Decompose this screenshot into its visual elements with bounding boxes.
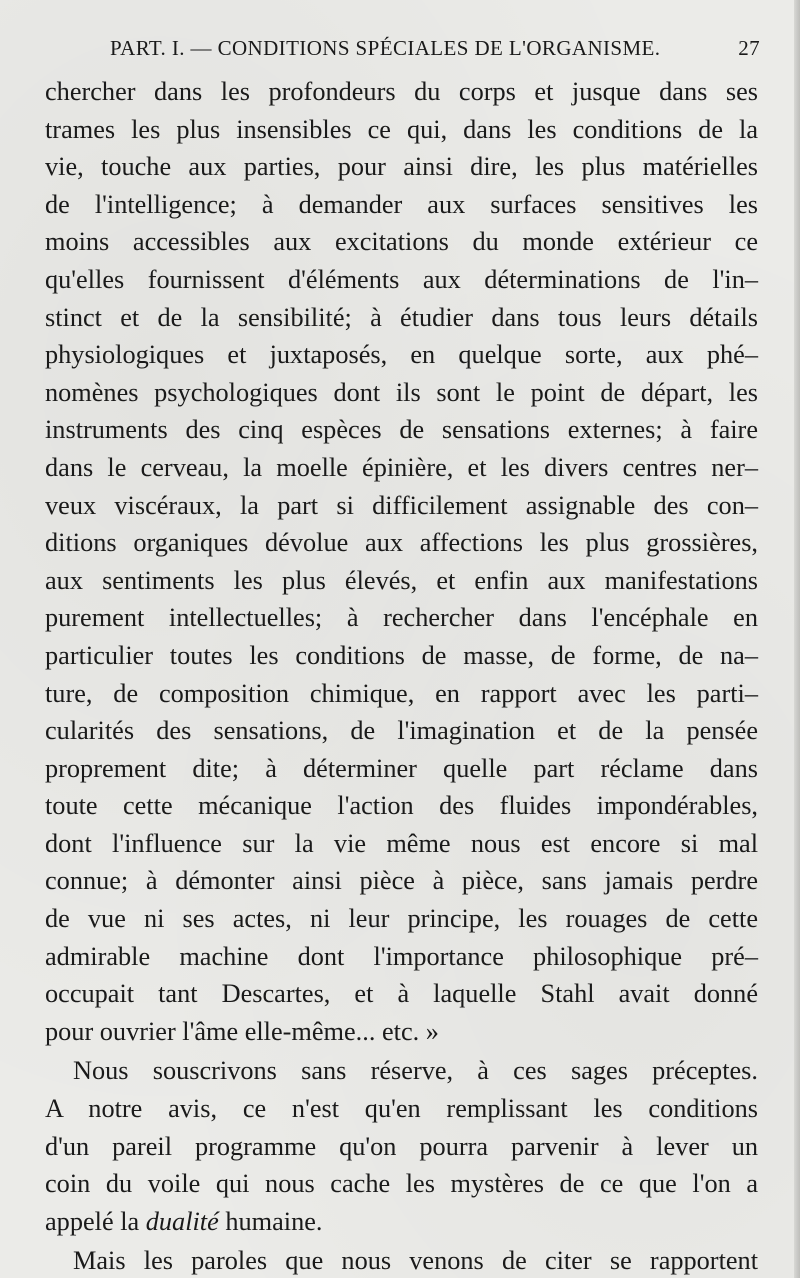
text-line: instruments des cinq espèces de sensations externes; à faire <box>45 415 758 445</box>
text-line: coin du voile qui nous cache les mystères de ce que l'on a <box>45 1169 758 1199</box>
text-line <box>45 1203 758 1241</box>
text-line: particulier toutes les conditions de masse, de forme, de na– <box>45 640 758 670</box>
text-line: cularités des sensations, de l'imagination et de la pensée <box>45 716 758 746</box>
text-line: stinct et de la sensibilité; à étudier dans tous leurs détails <box>45 302 758 332</box>
text-line: de l'intelligence; à demander aux surfaces sensitives les <box>45 189 758 219</box>
text-line: chercher dans les profondeurs du corps et jusque dans ses <box>45 77 758 106</box>
text-line: veux viscéraux, la part si difficilement assignable des con– <box>45 490 758 520</box>
text-line: physiologiques et juxtaposés, en quelque sorte, aux phé– <box>45 340 758 370</box>
body-text <box>45 73 758 1278</box>
emphasis-word: dualité <box>145 1206 219 1236</box>
text-line: dont l'influence sur la vie même nous est encore si mal <box>45 828 758 858</box>
text-line: ditions organiques dévolue aux affections les plus grossières, <box>45 528 758 558</box>
text-line: nomènes psychologiques dont ils sont le point de départ, les <box>45 377 758 407</box>
text-line: connue; à démonter ainsi pièce à pièce, sans jamais perdre <box>45 866 758 896</box>
text-fragment: humaine. <box>218 1206 323 1236</box>
text-line: admirable machine dont l'importance philosophique pré– <box>45 941 758 971</box>
text-line: aux sentiments les plus élevés, et enfin aux manifestations <box>45 565 758 595</box>
text-line: pour ouvrier l'âme elle-même... etc. » <box>45 1016 439 1046</box>
text-line: Nous souscrivons sans réserve, à ces sages préceptes. <box>73 1056 758 1086</box>
text-line: proprement dite; à déterminer quelle part réclame dans <box>45 753 758 783</box>
text-line: dans le cerveau, la moelle épinière, et les divers centres ner– <box>45 452 758 482</box>
running-head-title: PART. I. — CONDITIONS SPÉCIALES DE L'ORGANISME. <box>110 36 661 60</box>
text-line: trames les plus insensibles ce qui, dans les conditions de la <box>45 114 758 144</box>
page-number: 27 <box>738 36 760 60</box>
text-line: ture, de composition chimique, en rapport avec les parti– <box>45 678 758 708</box>
text-line: purement intellectuelles; à rechercher dans l'encéphale en <box>45 603 758 633</box>
running-head <box>110 36 760 66</box>
text-line: toute cette mécanique l'action des fluides impondérables, <box>45 791 758 821</box>
page-edge-shadow <box>794 0 800 1278</box>
text-line: d'un pareil programme qu'on pourra parvenir à lever un <box>45 1131 758 1161</box>
text-line: A notre avis, ce n'est qu'en remplissant les conditions <box>45 1094 758 1124</box>
text-line: moins accessibles aux excitations du monde extérieur ce <box>45 227 758 257</box>
text-line: qu'elles fournissent d'éléments aux déterminations de l'in– <box>45 264 758 294</box>
text-line: Mais les paroles que nous venons de citer se rapportent <box>73 1246 758 1276</box>
text-line: vie, touche aux parties, pour ainsi dire, les plus matérielles <box>45 152 758 182</box>
text-line: occupait tant Descartes, et à laquelle Stahl avait donné <box>45 979 758 1009</box>
text-fragment: appelé la <box>45 1206 146 1236</box>
text-line: de vue ni ses actes, ni leur principe, les rouages de cette <box>45 904 758 934</box>
